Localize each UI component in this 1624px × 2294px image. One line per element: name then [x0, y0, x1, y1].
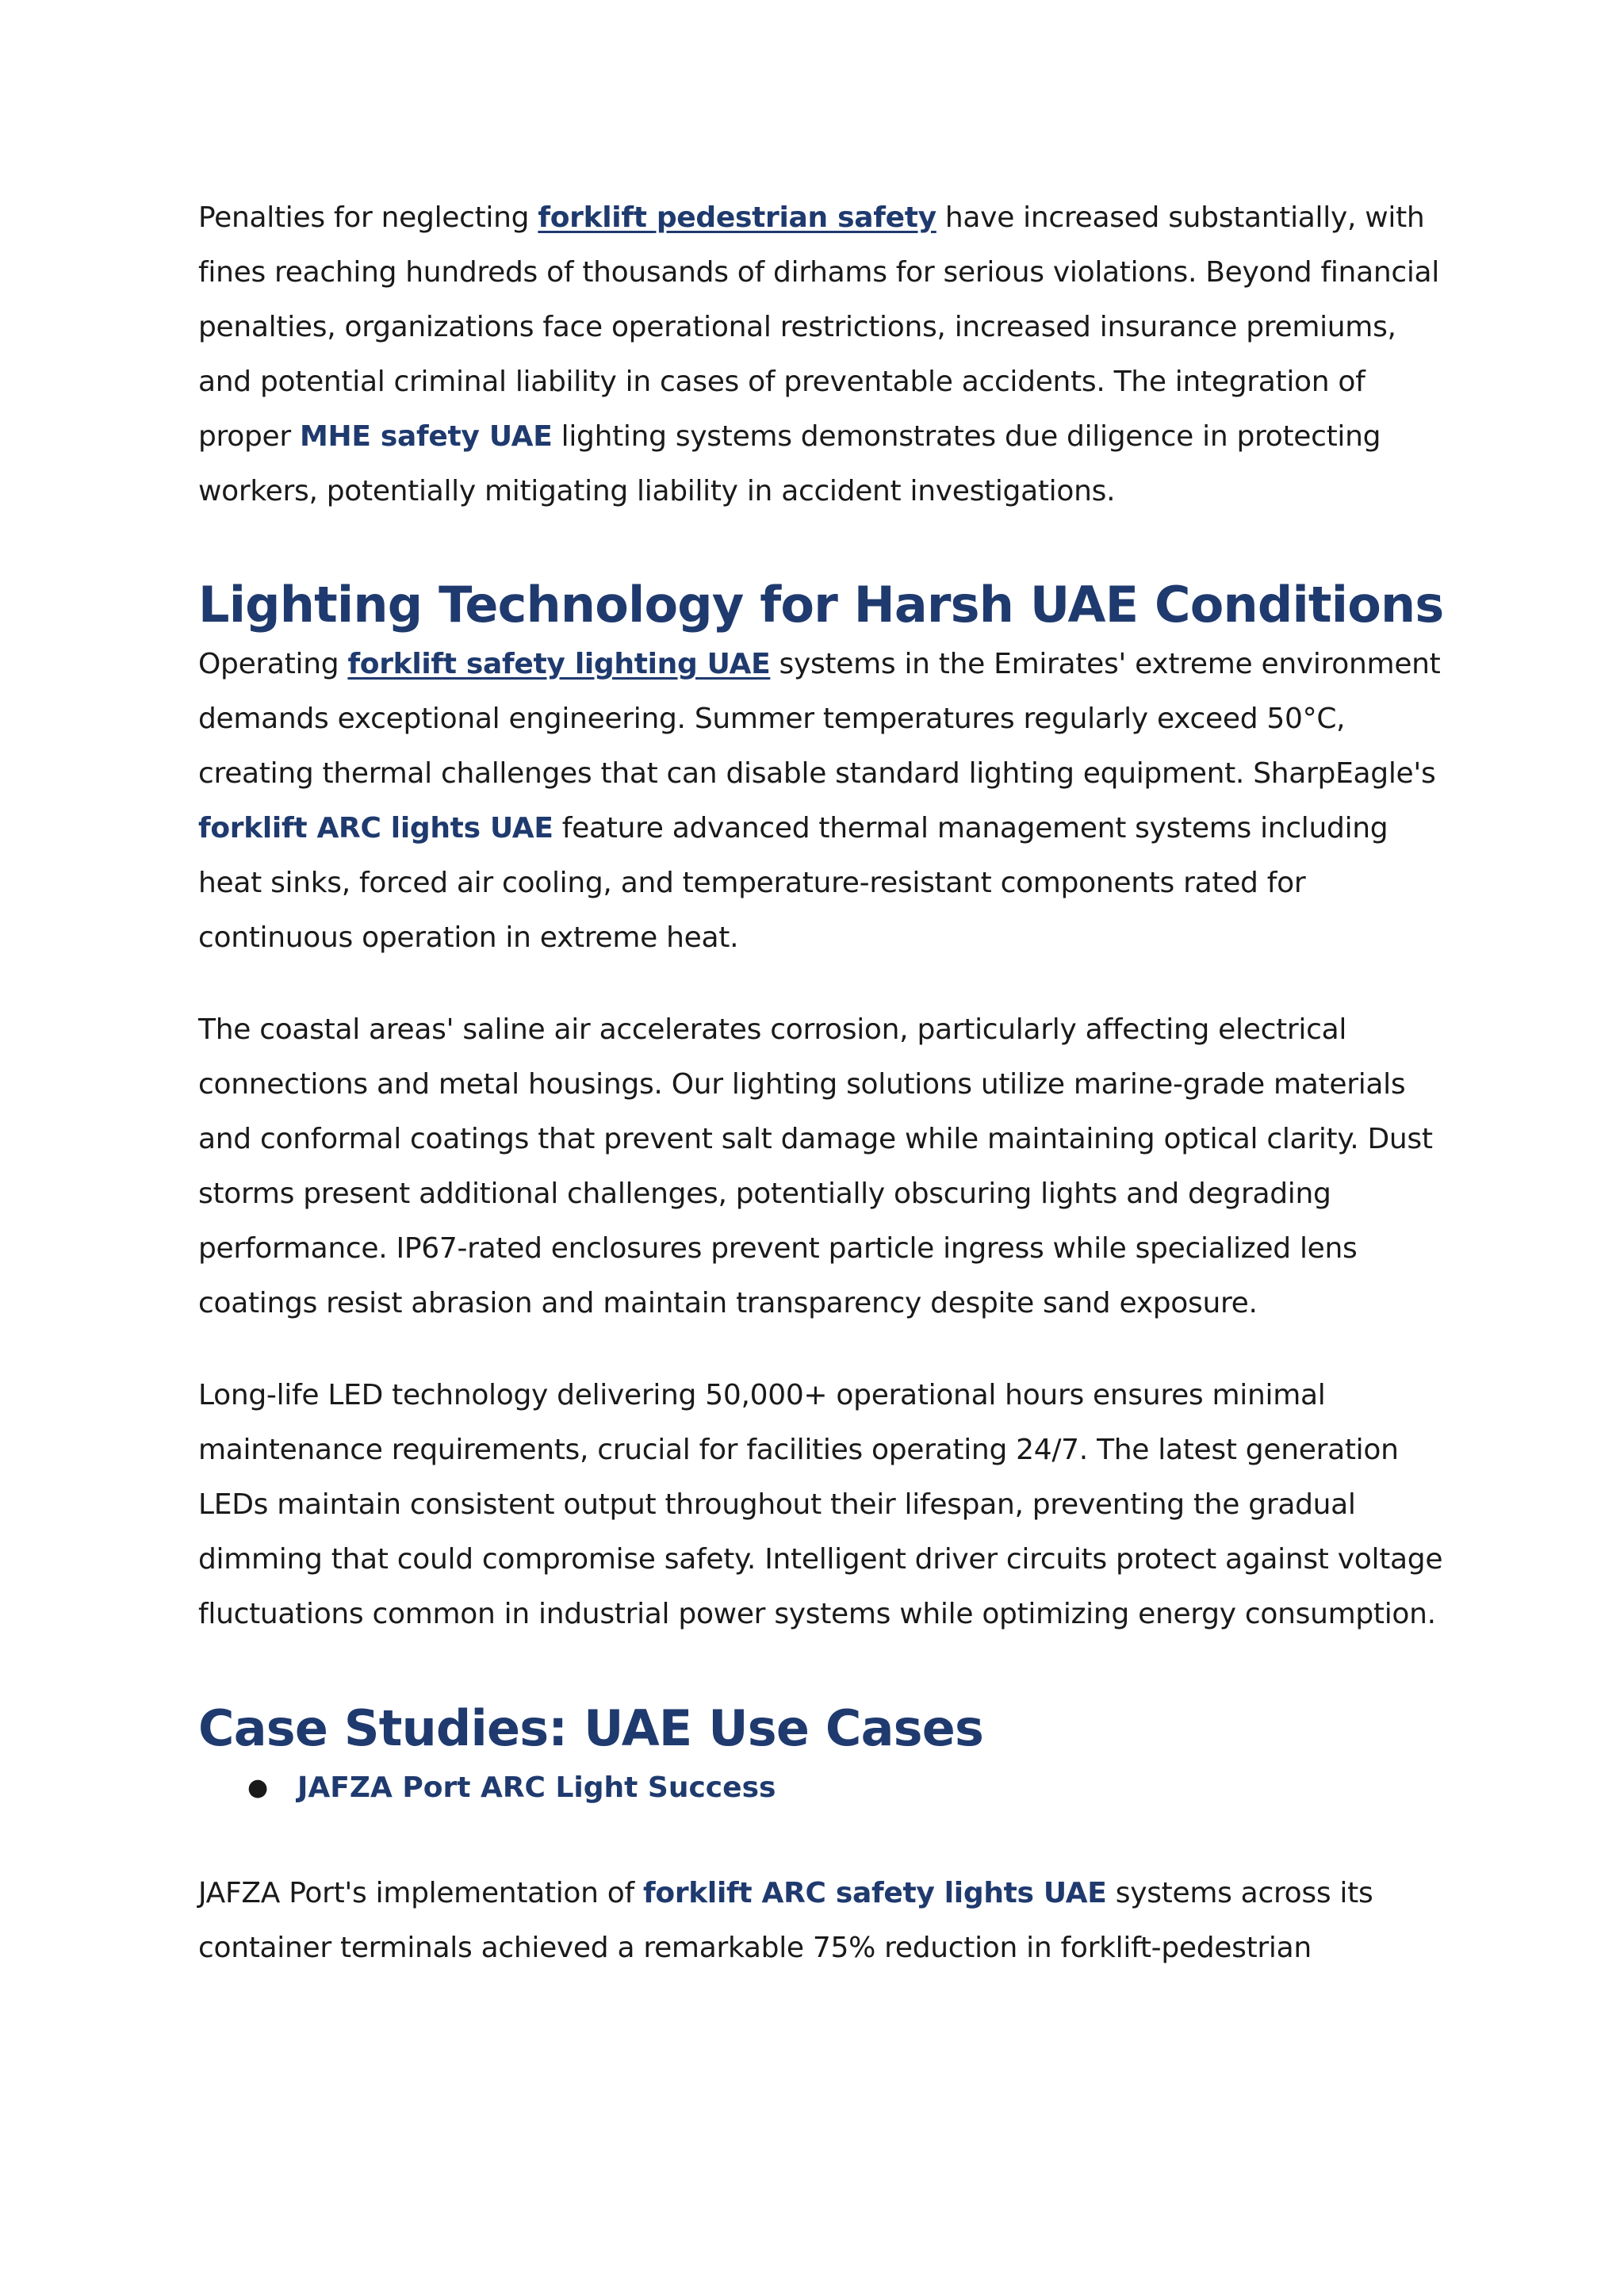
keyword-forklift-arc-lights-uae: forklift ARC lights UAE: [198, 812, 553, 844]
text-run: systems across its container terminals achieved a remarkable 75% reduction in forklift-pedestrian: [198, 1877, 1373, 1964]
text-run: Penalties for neglecting: [198, 201, 538, 234]
text-run: lighting systems demonstrates due diligence in protecting workers, potentially mitigating liability in accident investigations.: [198, 420, 1381, 507]
paragraph-jafza: [198, 1866, 1451, 1975]
text-run: systems in the Emirates' extreme environment demands exceptional engineering. Summer temperatures regularly exceed 50°C, creating thermal challenges that can disable standard lighting equipment. SharpEagle's: [198, 648, 1441, 790]
case-study-list: [198, 1760, 1451, 1815]
paragraph-led-technology: Long-life LED technology delivering 50,000+ operational hours ensures minimal maintenance requirements, crucial for facilities operating 24/7. The latest generation LEDs maintain consistent output throughout their lifespan, preventing the gradual dimming that could compromise safety. Intelligent driver circuits protect against voltage fluctuations common in industrial power systems while optimizing energy consumption.: [198, 1379, 1443, 1630]
keyword-mhe-safety-uae: MHE safety UAE: [300, 420, 553, 453]
list-item: [198, 1760, 1451, 1815]
case-title-jafza: JAFZA Port ARC Light Success: [297, 1771, 776, 1804]
heading-lighting-technology: Lighting Technology for Harsh UAE Conditions: [198, 576, 1444, 634]
paragraph-operating: [198, 637, 1451, 965]
document-page: [198, 190, 1451, 1975]
paragraph-penalties: [198, 190, 1451, 519]
text-run: JAFZA Port's implementation of: [198, 1877, 644, 1909]
bullet-icon: ●: [247, 1774, 269, 1802]
text-run: feature advanced thermal management systems including heat sinks, forced air cooling, and temperature-resistant components rated for continuous operation in extreme heat.: [198, 812, 1388, 954]
text-run: Operating: [198, 648, 348, 680]
text-run: have increased substantially, with fines reaching hundreds of thousands of dirhams for serious violations. Beyond financial penalties, organizations face operational restrictions, increased insurance premiums, and potential criminal liability in cases of preventable accidents. The integration of proper: [198, 201, 1440, 453]
keyword-forklift-arc-safety-lights-uae: forklift ARC safety lights UAE: [643, 1877, 1107, 1909]
heading-case-studies: Case Studies: UAE Use Cases: [198, 1699, 984, 1757]
link-forklift-safety-lighting-uae[interactable]: forklift safety lighting UAE: [347, 648, 771, 680]
paragraph-coastal: The coastal areas' saline air accelerates corrosion, particularly affecting electrical connections and metal housings. Our lighting solutions utilize marine-grade materials and conformal coatings that prevent salt damage while maintaining optical clarity. Dust storms present additional challenges, potentially obscuring lights and degrading performance. IP67-rated enclosures prevent particle ingress while specialized lens coatings resist abrasion and maintain transparency despite sand exposure.: [198, 1013, 1433, 1319]
link-forklift-pedestrian-safety[interactable]: forklift pedestrian safety: [538, 201, 936, 234]
